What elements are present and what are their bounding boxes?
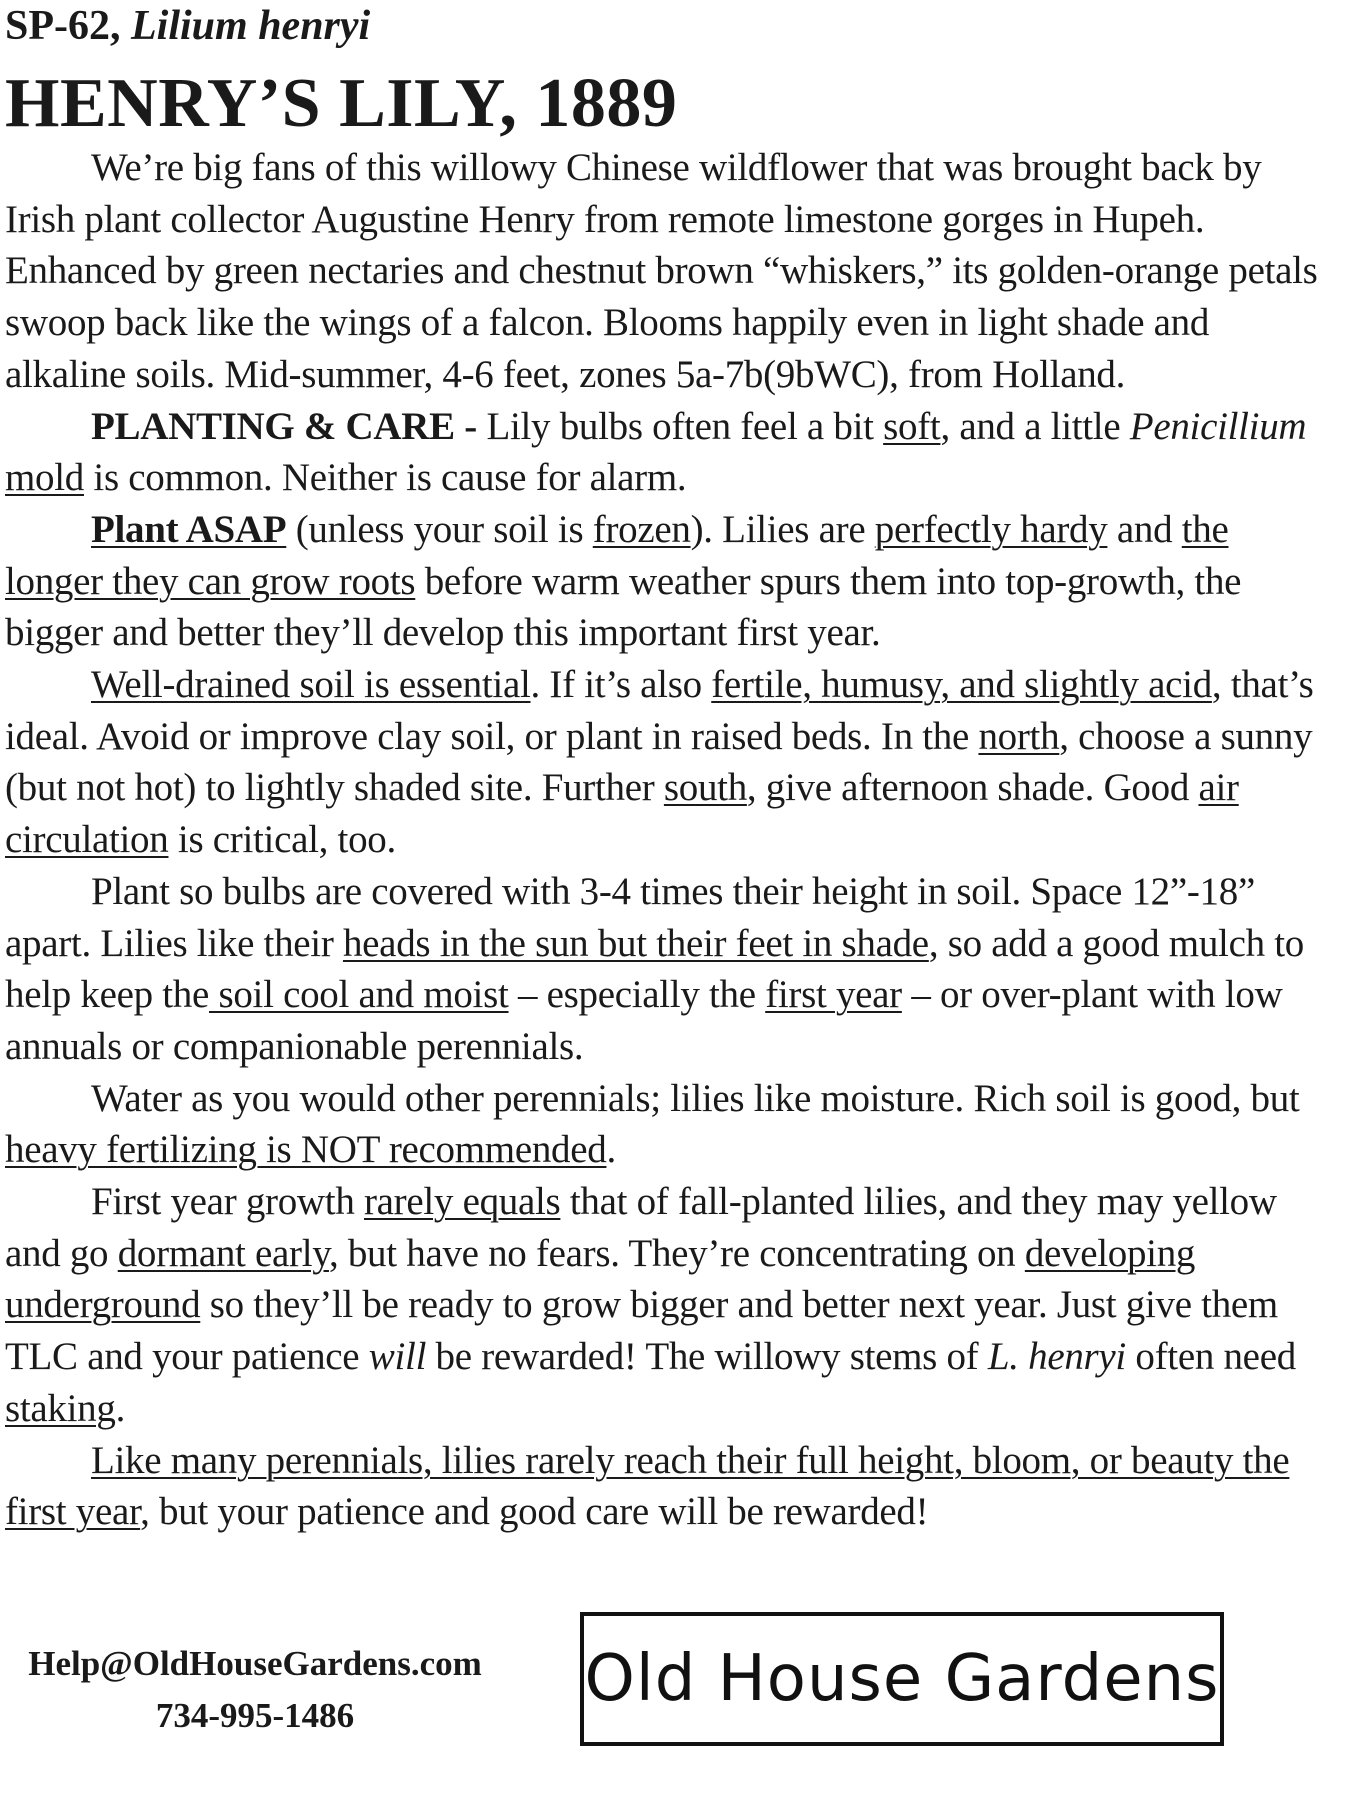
first-year-paragraph	[5, 1176, 1335, 1435]
text-run: is common. Neither is cause for alarm.	[83, 456, 687, 500]
underlined-text: staking	[5, 1386, 116, 1430]
text-run: so they’ll be ready to grow bigger and better next year. Just give them TLC and your patience	[5, 1283, 1278, 1379]
underlined-text: north	[978, 714, 1060, 758]
underlined-text: mold	[5, 456, 84, 500]
product-code-line	[5, 2, 370, 50]
plant-asap-heading: Plant ASAP	[91, 507, 287, 551]
text-run: and	[1107, 507, 1182, 551]
contact-block	[5, 1638, 505, 1742]
underlined-text: heads in the sun but their feet in shade	[342, 921, 929, 965]
text-run: , that’s ideal. Avoid or improve clay soil, or plant in raised beds. In the	[5, 663, 1314, 758]
closing-paragraph	[5, 1435, 1335, 1538]
body-text	[5, 142, 1335, 1538]
plant-asap-paragraph	[5, 504, 1335, 659]
product-code: SP-62,	[5, 3, 121, 49]
underlined-text: Like many perennials, lilies rarely reach their full height, bloom, or beauty the first year	[5, 1438, 1290, 1534]
contact-email[interactable]: Help@OldHouseGardens.com	[28, 1644, 482, 1683]
text-run: Plant so bulbs are covered with 3-4 times their height in soil. Space 12”-18” apart. Lilies like their	[5, 869, 1255, 965]
text-run: be rewarded! The willowy stems of	[426, 1335, 988, 1379]
underlined-text: south	[663, 766, 747, 810]
underlined-text: air circulation	[5, 766, 1239, 862]
planting-care-heading: PLANTING & CARE -	[91, 404, 477, 448]
underlined-text: developing underground	[5, 1231, 1196, 1327]
text-run: , so add a good mulch to help keep the	[5, 921, 1304, 1017]
planting-care-paragraph	[5, 401, 1335, 504]
underlined-text: rarely equals	[363, 1180, 561, 1224]
text-run: , but have no fears. They’re concentrating on	[328, 1231, 1025, 1275]
text-run: (unless your soil is	[286, 507, 593, 551]
underlined-text: frozen	[592, 507, 691, 551]
soil-paragraph	[5, 659, 1335, 866]
text-run: , choose a sunny (but not hot) to lightly shaded site. Further	[5, 714, 1313, 810]
text-run: .	[115, 1386, 126, 1430]
text-run: .	[606, 1128, 616, 1172]
text-run: First year growth	[91, 1180, 364, 1224]
brand-logo	[580, 1612, 1224, 1746]
underlined-text: dormant early	[117, 1231, 329, 1275]
text-run: that of fall-planted lilies, and they may yellow and go	[5, 1180, 1277, 1275]
text-run: , and a little	[940, 404, 1130, 448]
italic-text: will	[368, 1335, 427, 1379]
text-run: , give afternoon shade. Good	[746, 766, 1199, 810]
text-run: often need	[1125, 1335, 1296, 1379]
underlined-text: soft	[883, 404, 941, 448]
text-run: before warm weather spurs them into top-growth, the bigger and better they’ll develop this important first year.	[5, 559, 1242, 655]
italic-text: Penicillium	[1129, 404, 1307, 448]
underlined-text: heavy fertilizing is NOT recommended	[5, 1128, 607, 1172]
text-run: , but your patience and good care will be rewarded!	[140, 1490, 929, 1534]
planting-depth-paragraph	[5, 866, 1335, 1073]
underlined-text: fertile, humusy, and slightly acid	[711, 663, 1212, 707]
underlined-text: Well-drained soil is essential	[91, 663, 531, 707]
underlined-text: perfectly hardy	[874, 507, 1108, 551]
page-title: HENRY’S LILY, 1889	[5, 65, 678, 142]
underlined-text: the longer they can grow roots	[5, 507, 1229, 603]
watering-paragraph	[5, 1073, 1335, 1176]
intro-paragraph: We’re big fans of this willowy Chinese wildflower that was brought back by Irish plant collector Augustine Henry from remote limestone gorges in Hupeh. Enhanced by green nectaries and chestnut brown “whiskers,” its golden-orange petals swoop back like the wings of a falcon. Blooms happily even in light shade and alkaline soils. Mid-summer, 4-6 feet, zones 5a-7b(9bWC), from Holland.	[5, 146, 1318, 396]
text-run: – or over-plant with low annuals or companionable perennials.	[5, 973, 1283, 1068]
italic-text: L. henryi	[987, 1335, 1126, 1379]
text-run: Lily bulbs often feel a bit	[477, 404, 884, 448]
botanical-name: Lilium henryi	[131, 3, 371, 49]
underlined-text: first year	[765, 973, 902, 1017]
underlined-text: soil cool and moist	[209, 973, 509, 1017]
text-run: . If it’s also	[530, 663, 712, 707]
text-run: ). Lilies are	[690, 507, 875, 551]
text-run: Water as you would other perennials; lilies like moisture. Rich soil is good, but	[91, 1076, 1300, 1120]
contact-phone[interactable]: 734-995-1486	[155, 1696, 355, 1735]
brand-logo-text: Old House Gardens	[584, 1642, 1220, 1716]
text-run: – especially the	[508, 973, 766, 1017]
text-run: is critical, too.	[168, 818, 396, 862]
